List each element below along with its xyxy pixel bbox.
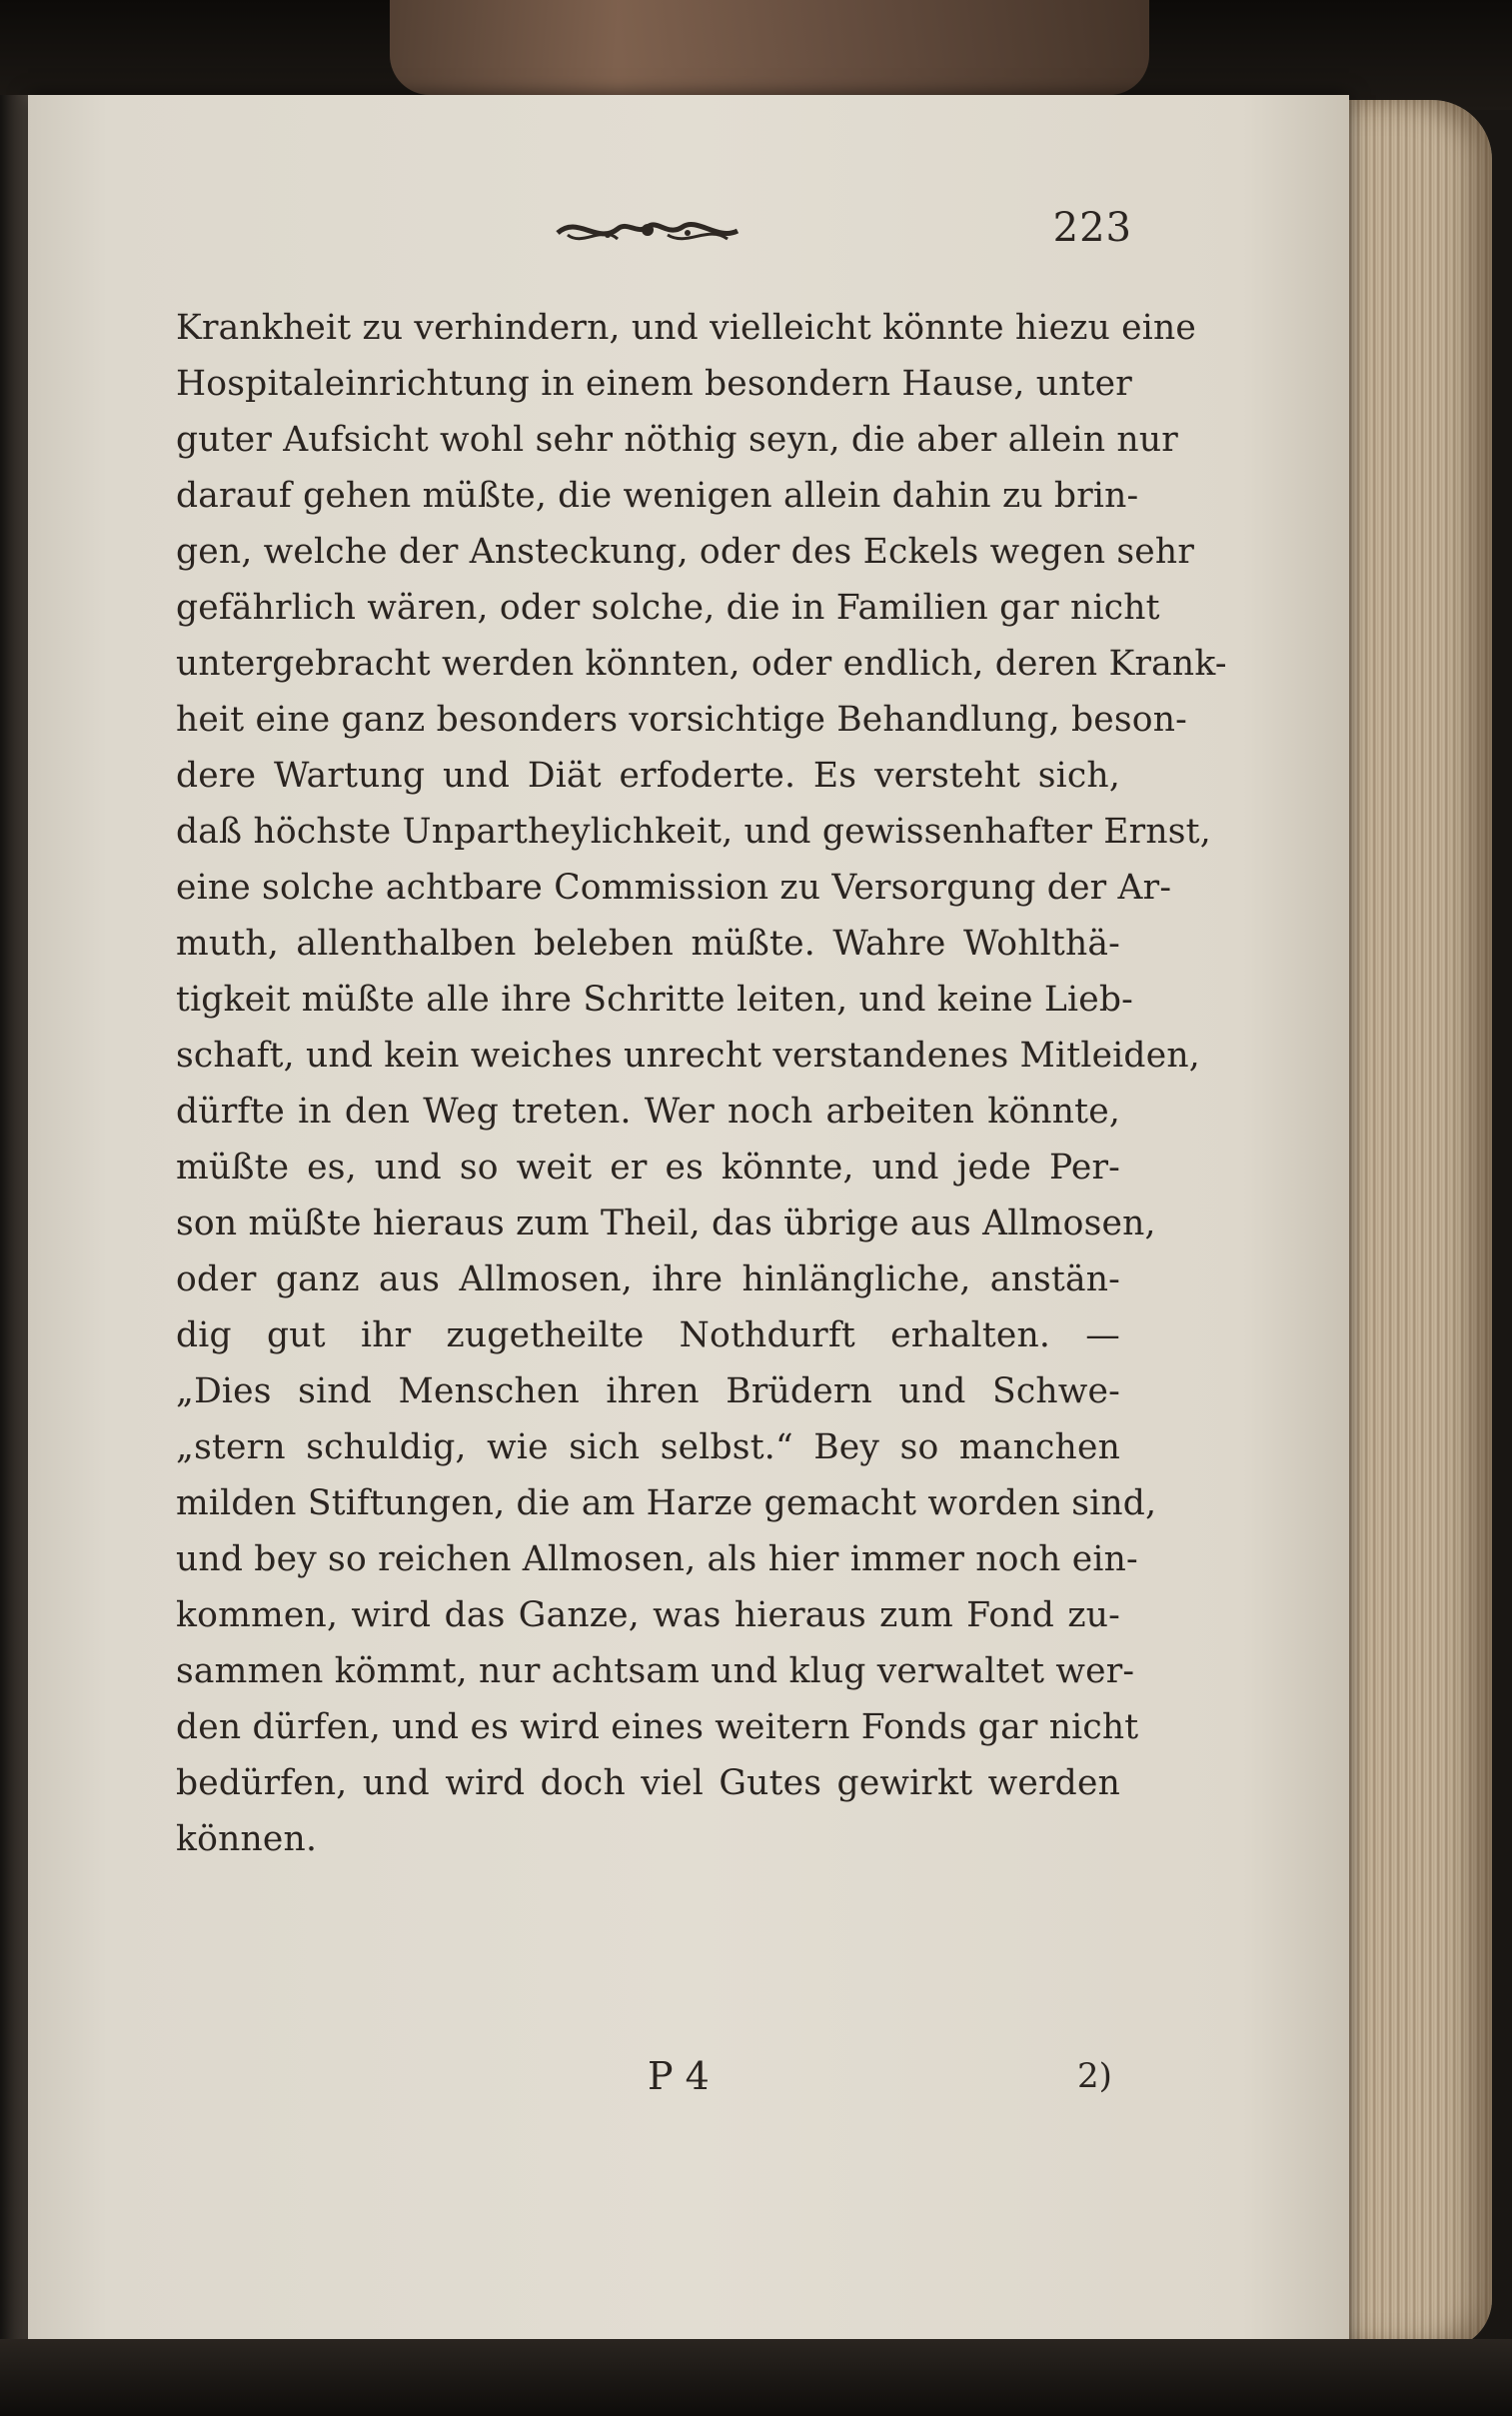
text-line: können. (176, 1819, 318, 1859)
text-line: müßte es, und so weit er es könnte, und jede Per- (176, 1148, 1120, 1188)
text-line: dürfte in den Weg treten. Wer noch arbeiten könnte, (176, 1092, 1120, 1132)
text-line: heit eine ganz besonders vorsichtige Behandlung, beson- (176, 700, 1188, 740)
text-line: den dürfen, und es wird eines weitern Fonds gar nicht (176, 1707, 1139, 1747)
text-line: bedürfen, und wird doch viel Gutes gewirkt werden (176, 1763, 1120, 1803)
text-line: sammen kömmt, nur achtsam und klug verwaltet wer- (176, 1651, 1135, 1691)
body-text (176, 300, 1227, 1867)
text-line: Hospitaleinrichtung in einem besondern Hause, unter (176, 364, 1132, 404)
text-line: milden Stiftungen, die am Harze gemacht worden sind, (176, 1483, 1157, 1523)
text-line: schaft, und kein weiches unrecht verstandenes Mitleiden, (176, 1036, 1200, 1076)
text-line: und bey so reichen Allmosen, als hier immer noch ein- (176, 1539, 1138, 1579)
text-line: kommen, wird das Ganze, was hieraus zum Fond zu- (176, 1595, 1120, 1635)
text-line: „Dies sind Menschen ihren Brüdern und Schwe- (176, 1371, 1120, 1411)
catchword: 2) (1077, 2056, 1112, 2096)
text-line: tigkeit müßte alle ihre Schritte leiten, und keine Lieb- (176, 980, 1134, 1020)
text-line: gefährlich wären, oder solche, die in Familien gar nicht (176, 588, 1160, 628)
book-page (28, 95, 1349, 2356)
signature-mark: P 4 (648, 2054, 710, 2098)
text-line: Krankheit zu verhindern, und vielleicht könnte hiezu eine (176, 308, 1197, 348)
text-line: dere Wartung und Diät erfoderte. Es versteht sich, (176, 756, 1120, 796)
text-line: son müßte hieraus zum Theil, das übrige aus Allmosen, (176, 1204, 1156, 1243)
background-bottom (0, 2339, 1512, 2416)
text-line: dig gut ihr zugetheilte Nothdurft erhalten. — (176, 1315, 1120, 1355)
page-block-edge (1337, 100, 1492, 2349)
text-line: muth, allenthalben beleben müßte. Wahre Wohlthä- (176, 924, 1120, 964)
text-line: untergebracht werden könnten, oder endlich, deren Krank- (176, 644, 1227, 684)
text-line: daß höchste Unpartheylichkeit, und gewissenhafter Ernst, (176, 812, 1211, 852)
text-line: „stern schuldig, wie sich selbst.“ Bey so manchen (176, 1427, 1120, 1467)
text-line: oder ganz aus Allmosen, ihre hinlängliche, anstän- (176, 1259, 1120, 1299)
page-number: 223 (1052, 205, 1132, 251)
text-line: gen, welche der Ansteckung, oder des Eckels wegen sehr (176, 532, 1195, 572)
text-line: eine solche achtbare Commission zu Versorgung der Ar- (176, 868, 1172, 908)
text-line: guter Aufsicht wohl sehr nöthig seyn, die aber allein nur (176, 420, 1178, 460)
page-header (148, 195, 1132, 275)
text-line: darauf gehen müßte, die wenigen allein dahin zu brin- (176, 476, 1139, 516)
binding-cloth (390, 0, 1149, 95)
printer-ornament-icon (548, 205, 748, 255)
